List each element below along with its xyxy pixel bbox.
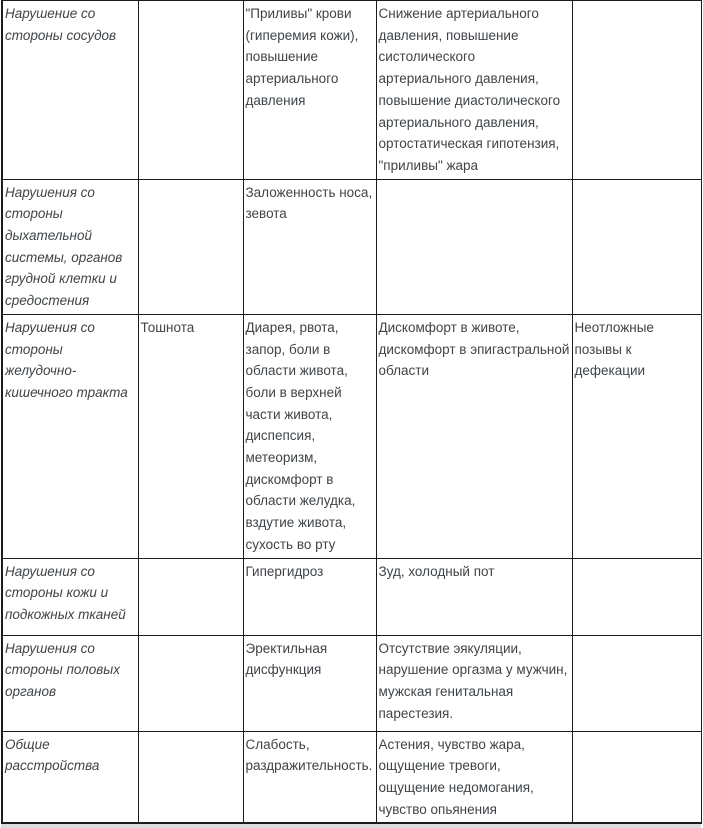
table-cell <box>376 179 572 314</box>
table-row <box>2 1 701 180</box>
table-cell: Неотложные позывы к дефекации <box>572 314 701 558</box>
table-cell: Снижение артериального давления, повышение систолического артериального давления, повышение диастолического артериального давления, ортостатическая гипотензия, "приливы" жара <box>376 1 572 180</box>
cut-off-next-row <box>1 824 701 828</box>
table-cell: Слабость, раздражительность. <box>243 731 376 823</box>
table-cell: Тошнота <box>138 314 243 558</box>
table-cell <box>138 179 243 314</box>
table-cell <box>572 1 701 180</box>
table-cell: Гипергидроз <box>243 558 376 635</box>
table-cell <box>572 635 701 731</box>
table-cell: Эректильная дисфункция <box>243 635 376 731</box>
table-row <box>2 314 701 558</box>
table-row <box>2 635 701 731</box>
system-organ-class-cell: Нарушения со стороны дыхательной системы, органов грудной клетки и средостения <box>2 179 138 314</box>
table-row <box>2 731 701 823</box>
table-cell <box>572 179 701 314</box>
table-cell: Диарея, рвота, запор, боли в области живота, боли в верхней части живота, диспепсия, метеоризм, дискомфорт в области желудка, вздутие живота, сухость во рту <box>243 314 376 558</box>
table-cell: "Приливы" крови (гиперемия кожи), повышение артериального давления <box>243 1 376 180</box>
table-cell: Заложенность носа, зевота <box>243 179 376 314</box>
table-cell <box>138 731 243 823</box>
table-cell <box>572 731 701 823</box>
table-cell <box>572 558 701 635</box>
system-organ-class-cell: Нарушения со стороны кожи и подкожных тканей <box>2 558 138 635</box>
table-cell <box>138 635 243 731</box>
table-cell <box>138 558 243 635</box>
system-organ-class-cell: Нарушения со стороны половых органов <box>2 635 138 731</box>
table-cell: Зуд, холодный пот <box>376 558 572 635</box>
table-row <box>2 179 701 314</box>
system-organ-class-cell: Нарушения со стороны желудочно-кишечного тракта <box>2 314 138 558</box>
adverse-reactions-table <box>1 0 702 824</box>
table-row <box>2 558 701 635</box>
system-organ-class-cell: Нарушение со стороны сосудов <box>2 1 138 180</box>
system-organ-class-cell: Общие расстройства <box>2 731 138 823</box>
table-cell <box>138 1 243 180</box>
table-cell: Дискомфорт в животе, дискомфорт в эпигастральной области <box>376 314 572 558</box>
table-cell: Астения, чувство жара, ощущение тревоги, ощущение недомогания, чувство опьянения <box>376 731 572 823</box>
table-cell: Отсутствие эякуляции, нарушение оргазма у мужчин, мужская генитальная парестезия. <box>376 635 572 731</box>
